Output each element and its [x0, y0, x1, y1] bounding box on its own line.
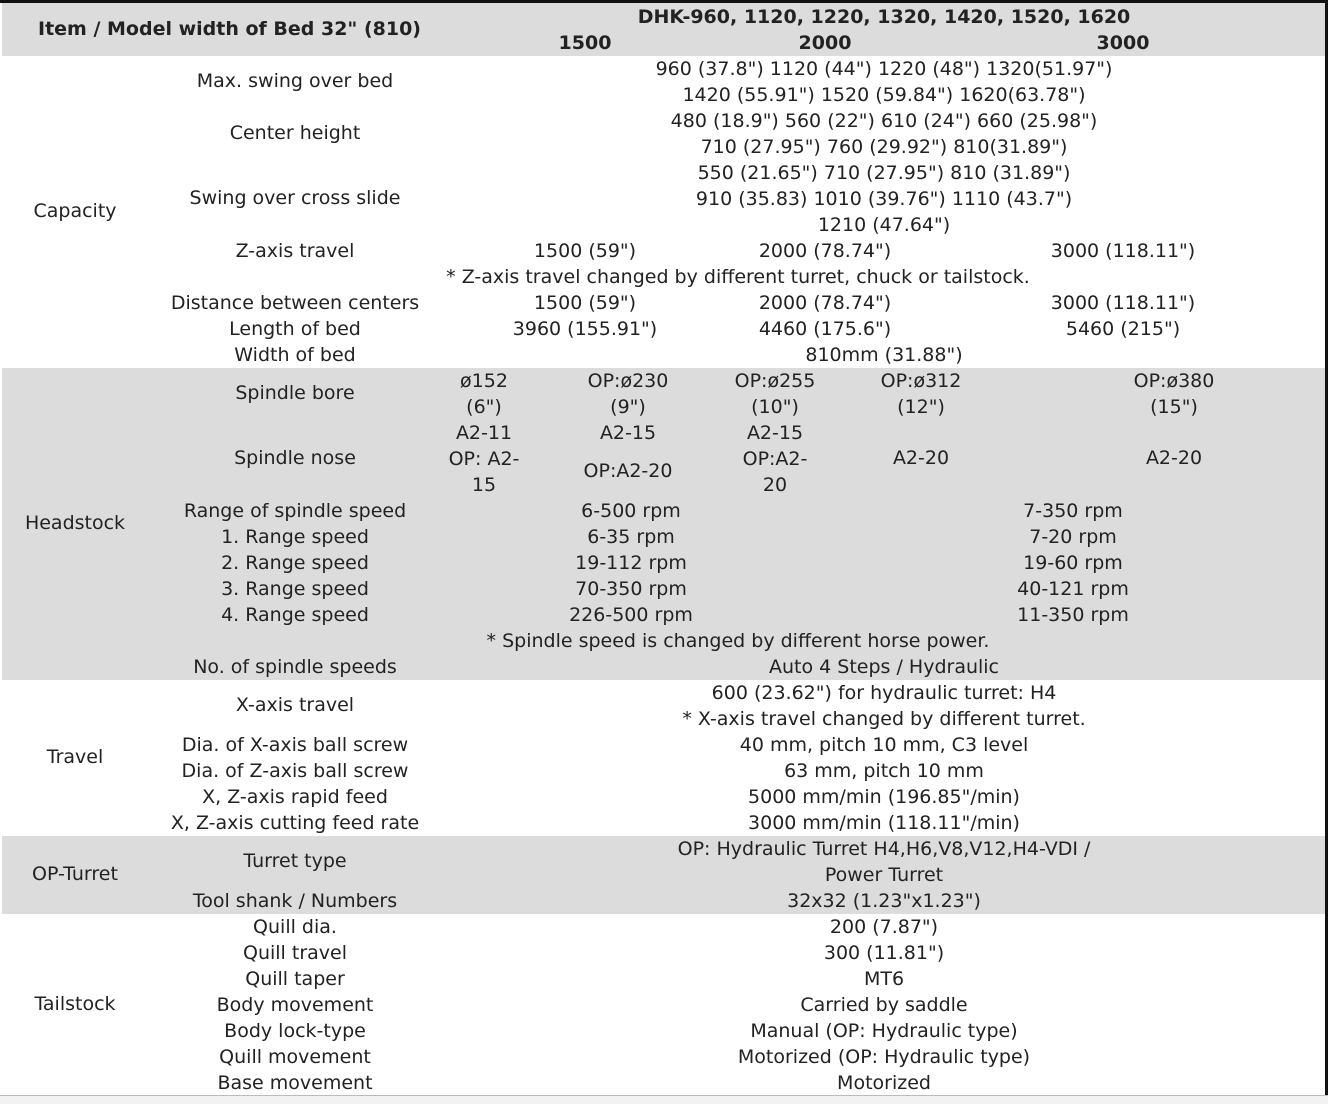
value-base-movement: Motorized	[837, 1072, 931, 1094]
top-border	[0, 0, 1328, 3]
value-z-1500: 1500 (59")	[533, 240, 637, 262]
label-turret-type: Turret type	[243, 850, 347, 872]
label-body-movement: Body movement	[216, 994, 374, 1016]
value-nose-c3-l3: 20	[762, 474, 788, 496]
value-bore-c2-l1: OP:ø230	[587, 370, 669, 392]
header-length-2000: 2000	[798, 32, 852, 54]
label-x-ball-screw: Dia. of X-axis ball screw	[181, 734, 409, 756]
label-range-speed-1: 1. Range speed	[221, 526, 369, 548]
label-body-lock: Body lock-type	[224, 1020, 366, 1042]
value-bore-c2-l2: (9")	[610, 396, 646, 418]
value-x-axis-travel: 600 (23.62") for hydraulic turret: H4	[711, 682, 1057, 704]
value-max-swing-2: 1420 (55.91") 1520 (59.84") 1620(63.78")	[682, 84, 1086, 106]
value-len-1500: 3960 (155.91")	[512, 318, 658, 340]
label-range-speed-4: 4. Range speed	[221, 604, 369, 626]
header-length-1500: 1500	[558, 32, 612, 54]
label-rapid-feed: X, Z-axis rapid feed	[202, 786, 388, 808]
value-turret-type-1: OP: Hydraulic Turret H4,H6,V8,V12,H4-VDI /	[677, 838, 1091, 860]
value-len-3000: 5460 (215")	[1065, 318, 1181, 340]
value-nose-c3-l2: OP:A2-	[742, 448, 808, 470]
value-bore-c1-l2: (6")	[466, 396, 502, 418]
label-base-movement: Base movement	[217, 1072, 373, 1094]
value-range-speed-a: 6-500 rpm	[581, 500, 681, 522]
value-bore-c4-l2: (12")	[897, 396, 945, 418]
value-width-bed: 810mm (31.88")	[805, 344, 963, 366]
label-range-speed-3: 3. Range speed	[221, 578, 369, 600]
value-range-4-a: 226-500 rpm	[569, 604, 693, 626]
value-tool-shank: 32x32 (1.23"x1.23")	[787, 890, 981, 912]
label-z-ball-screw: Dia. of Z-axis ball screw	[181, 760, 409, 782]
label-center-height: Center height	[229, 122, 361, 144]
value-bore-c4-l1: OP:ø312	[880, 370, 962, 392]
label-max-swing: Max. swing over bed	[196, 70, 394, 92]
note-z-axis: * Z-axis travel changed by different turret, chuck or tailstock.	[446, 266, 1030, 288]
value-len-2000: 4460 (175.6")	[758, 318, 892, 340]
value-turret-type-2: Power Turret	[824, 864, 944, 886]
section-op-turret: OP-Turret	[32, 863, 118, 885]
value-nose-c1-l3: 15	[471, 474, 497, 496]
value-bore-c3-l2: (10")	[751, 396, 799, 418]
note-x-axis: * X-axis travel changed by different turret.	[682, 708, 1086, 730]
label-num-spindle-speeds: No. of spindle speeds	[193, 656, 397, 678]
value-bore-c5-l2: (15")	[1150, 396, 1198, 418]
value-cutting-feed: 3000 mm/min (118.11"/min)	[748, 812, 1020, 834]
value-dist-3000: 3000 (118.11")	[1050, 292, 1196, 314]
value-nose-c1-l1: A2-11	[455, 422, 513, 444]
value-x-ball-screw: 40 mm, pitch 10 mm, C3 level	[739, 734, 1029, 756]
label-spindle-bore: Spindle bore	[235, 382, 355, 404]
value-body-movement: Carried by saddle	[800, 994, 968, 1016]
header-length-3000: 3000	[1096, 32, 1150, 54]
value-quill-movement: Motorized (OP: Hydraulic type)	[737, 1046, 1031, 1068]
label-swing-cross-slide: Swing over cross slide	[189, 187, 401, 209]
value-dist-2000: 2000 (78.74")	[758, 292, 892, 314]
value-nose-c5: A2-20	[1145, 447, 1203, 469]
value-range-speed-b: 7-350 rpm	[1023, 500, 1123, 522]
value-nose-c3-l1: A2-15	[746, 422, 804, 444]
value-center-height-1: 480 (18.9") 560 (22") 610 (24") 660 (25.98")	[670, 110, 1098, 132]
value-dist-1500: 1500 (59")	[533, 292, 637, 314]
label-quill-movement: Quill movement	[219, 1046, 371, 1068]
value-range-2-a: 19-112 rpm	[575, 552, 687, 574]
value-range-4-b: 11-350 rpm	[1017, 604, 1129, 626]
label-z-axis-travel: Z-axis travel	[235, 240, 355, 262]
header-models: DHK-960, 1120, 1220, 1320, 1420, 1520, 1620	[637, 6, 1131, 28]
label-spindle-nose: Spindle nose	[234, 447, 356, 469]
value-num-spindle-speeds: Auto 4 Steps / Hydraulic	[768, 656, 1000, 678]
value-z-2000: 2000 (78.74")	[758, 240, 892, 262]
label-distance-centers: Distance between centers	[170, 292, 420, 314]
value-cross-slide-1: 550 (21.65") 710 (27.95") 810 (31.89")	[697, 162, 1071, 184]
value-range-2-b: 19-60 rpm	[1023, 552, 1123, 574]
value-bore-c1-l1: ø152	[460, 370, 508, 392]
label-quill-dia: Quill dia.	[253, 916, 337, 938]
label-quill-taper: Quill taper	[245, 968, 345, 990]
section-capacity: Capacity	[33, 200, 117, 222]
label-length-bed: Length of bed	[229, 318, 361, 340]
section-headstock: Headstock	[24, 512, 126, 534]
value-range-1-b: 7-20 rpm	[1029, 526, 1117, 548]
label-quill-travel: Quill travel	[243, 942, 347, 964]
value-nose-c4: A2-20	[892, 447, 950, 469]
value-nose-c2-l2: OP:A2-20	[583, 460, 673, 482]
value-z-3000: 3000 (118.11")	[1050, 240, 1196, 262]
value-range-3-a: 70-350 rpm	[575, 578, 687, 600]
value-nose-c2-l1: A2-15	[599, 422, 657, 444]
value-quill-taper: MT6	[863, 968, 905, 990]
value-body-lock: Manual (OP: Hydraulic type)	[750, 1020, 1018, 1042]
note-spindle-speed: * Spindle speed is changed by different horse power.	[486, 630, 990, 652]
value-range-3-b: 40-121 rpm	[1017, 578, 1129, 600]
section-tailstock: Tailstock	[34, 993, 116, 1015]
value-center-height-2: 710 (27.95") 760 (29.92") 810(31.89")	[700, 136, 1068, 158]
value-cross-slide-3: 1210 (47.64")	[817, 214, 951, 236]
value-range-1-a: 6-35 rpm	[587, 526, 675, 548]
label-range-speed-2: 2. Range speed	[221, 552, 369, 574]
value-z-ball-screw: 63 mm, pitch 10 mm	[784, 760, 984, 782]
label-tool-shank: Tool shank / Numbers	[192, 890, 398, 912]
label-range-spindle-speed: Range of spindle speed	[183, 500, 407, 522]
header-item-label: Item / Model width of Bed 32" (810)	[38, 18, 421, 40]
label-cutting-feed: X, Z-axis cutting feed rate	[170, 812, 420, 834]
value-quill-travel: 300 (11.81")	[823, 942, 945, 964]
value-bore-c3-l1: OP:ø255	[734, 370, 816, 392]
section-travel: Travel	[46, 746, 104, 768]
value-max-swing-1: 960 (37.8") 1120 (44") 1220 (48") 1320(51.97")	[655, 58, 1113, 80]
value-bore-c5-l1: OP:ø380	[1133, 370, 1215, 392]
label-width-bed: Width of bed	[234, 344, 356, 366]
value-rapid-feed: 5000 mm/min (196.85"/min)	[748, 786, 1020, 808]
value-cross-slide-2: 910 (35.83) 1010 (39.76") 1110 (43.7")	[695, 188, 1073, 210]
value-nose-c1-l2: OP: A2-	[448, 448, 520, 470]
value-quill-dia: 200 (7.87")	[829, 916, 939, 938]
label-x-axis-travel: X-axis travel	[235, 694, 355, 716]
